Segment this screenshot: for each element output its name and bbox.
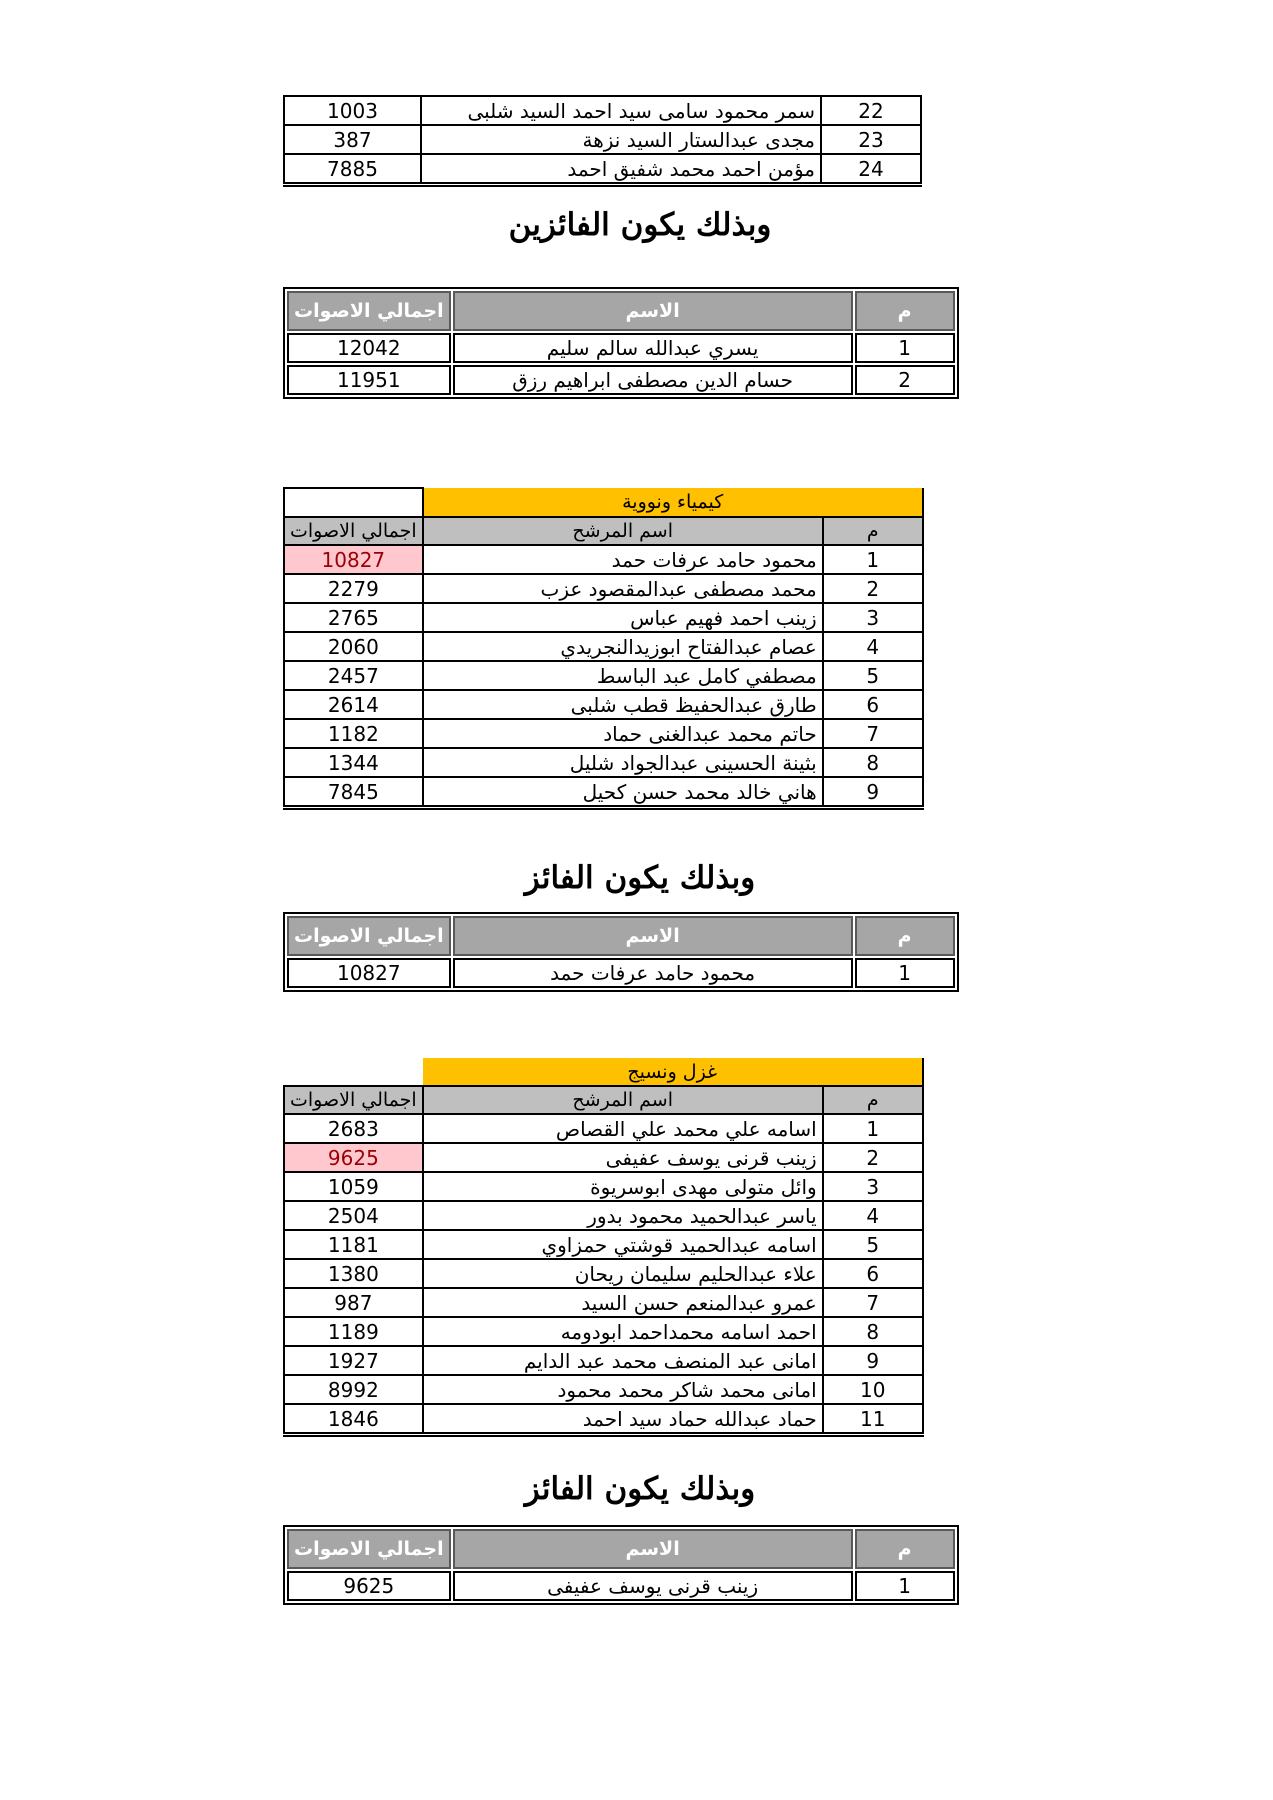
name-cell: زينب احمد فهيم عباس — [423, 603, 823, 632]
name-cell: علاء عبدالحليم سليمان ريحان — [423, 1259, 823, 1288]
table-row — [284, 748, 923, 777]
votes-cell: 2060 — [284, 632, 423, 661]
serial-cell: 10 — [823, 1375, 923, 1404]
table-row — [287, 1571, 955, 1601]
votes-cell: 2683 — [284, 1114, 423, 1143]
name-cell: عمرو عبدالمنعم حسن السيد — [423, 1288, 823, 1317]
empty-title-cell — [284, 488, 423, 517]
header-row — [287, 291, 955, 331]
section-title: كيمياء ونووية — [423, 488, 923, 517]
name-cell: حاتم محمد عبدالغنى حماد — [423, 719, 823, 748]
name-cell: محمد مصطفى عبدالمقصود عزب — [423, 574, 823, 603]
name-cell: حماد عبدالله حماد سيد احمد — [423, 1404, 823, 1435]
name-header: الاسم — [453, 916, 853, 956]
name-cell: محمود حامد عرفات حمد — [453, 958, 853, 988]
spinning-weaving-table — [283, 1058, 924, 1437]
total-votes-header: اجمالي الاصوات — [287, 916, 451, 956]
winners-heading: وبذلك يكون الفائزين — [508, 207, 772, 243]
votes-cell: 1846 — [284, 1404, 423, 1435]
votes-cell: 1003 — [284, 96, 421, 125]
name-cell: ياسر عبدالحميد محمود بدور — [423, 1201, 823, 1230]
continued-results-table — [283, 95, 922, 187]
serial-cell: 6 — [823, 690, 923, 719]
header-row — [284, 1086, 923, 1114]
table-row — [284, 690, 923, 719]
serial-cell: 22 — [821, 96, 921, 125]
table-row — [287, 958, 955, 988]
table-row — [284, 1230, 923, 1259]
table-row — [284, 1259, 923, 1288]
serial-cell: 1 — [823, 1114, 923, 1143]
name-header: الاسم — [453, 291, 853, 331]
serial-cell: 9 — [823, 1346, 923, 1375]
header-row — [287, 1529, 955, 1569]
serial-cell: 9 — [823, 777, 923, 808]
serial-cell: 3 — [823, 603, 923, 632]
votes-cell: 2457 — [284, 661, 423, 690]
table-row — [284, 96, 921, 125]
votes-cell: 1344 — [284, 748, 423, 777]
header-row — [284, 517, 923, 545]
votes-cell: 2614 — [284, 690, 423, 719]
overall-winners-table — [283, 287, 959, 399]
votes-cell: 7845 — [284, 777, 423, 808]
table-row — [284, 1288, 923, 1317]
name-header: الاسم — [453, 1529, 853, 1569]
table-row — [284, 1346, 923, 1375]
serial-cell: 2 — [855, 365, 955, 395]
serial-header: م — [855, 291, 955, 331]
section-title: غزل ونسيج — [423, 1058, 923, 1086]
serial-cell: 24 — [821, 154, 921, 185]
votes-cell: 387 — [284, 125, 421, 154]
serial-cell: 8 — [823, 1317, 923, 1346]
serial-cell: 2 — [823, 1143, 923, 1172]
votes-cell: 987 — [284, 1288, 423, 1317]
table-row — [284, 1317, 923, 1346]
name-cell: طارق عبدالحفيظ قطب شلبى — [423, 690, 823, 719]
table-row — [284, 154, 921, 185]
top-spacer — [0, 0, 1273, 95]
table-row — [284, 777, 923, 808]
serial-cell: 23 — [821, 125, 921, 154]
name-cell: مجدى عبدالستار السيد نزهة — [421, 125, 821, 154]
name-cell: حسام الدين مصطفى ابراهيم رزق — [453, 365, 853, 395]
votes-cell: 8992 — [284, 1375, 423, 1404]
table-row — [284, 1375, 923, 1404]
name-cell: مصطفي كامل عبد الباسط — [423, 661, 823, 690]
name-cell: مؤمن احمد محمد شفيق احمد — [421, 154, 821, 185]
name-cell: احمد اسامه محمداحمد ابودومه — [423, 1317, 823, 1346]
votes-cell: 11951 — [287, 365, 451, 395]
serial-cell: 6 — [823, 1259, 923, 1288]
name-cell: محمود حامد عرفات حمد — [423, 545, 823, 574]
votes-cell: 1927 — [284, 1346, 423, 1375]
name-cell: اسامه عبدالحميد قوشتي حمزاوي — [423, 1230, 823, 1259]
table-row — [284, 632, 923, 661]
table-row — [284, 1201, 923, 1230]
votes-cell-highlighted: 9625 — [284, 1143, 423, 1172]
name-cell: اسامه علي محمد علي القصاص — [423, 1114, 823, 1143]
votes-cell: 1059 — [284, 1172, 423, 1201]
section-title-row — [284, 1058, 923, 1086]
name-cell: هاني خالد محمد حسن كحيل — [423, 777, 823, 808]
name-cell: يسري عبدالله سالم سليم — [453, 333, 853, 363]
votes-cell: 1181 — [284, 1230, 423, 1259]
serial-header: م — [855, 1529, 955, 1569]
name-cell: سمر محمود سامى سيد احمد السيد شلبى — [421, 96, 821, 125]
name-cell: امانى عبد المنصف محمد عبد الدايم — [423, 1346, 823, 1375]
name-cell: زينب قرنى يوسف عفيفى — [423, 1143, 823, 1172]
candidate-name-header: اسم المرشح — [423, 1086, 823, 1114]
empty-title-cell — [284, 1058, 423, 1086]
serial-cell: 5 — [823, 1230, 923, 1259]
serial-cell: 7 — [823, 719, 923, 748]
textiles-winner-table — [283, 1525, 959, 1605]
serial-cell: 2 — [823, 574, 923, 603]
header-row — [287, 916, 955, 956]
table-row — [284, 1114, 923, 1143]
serial-cell: 1 — [855, 958, 955, 988]
votes-cell-highlighted: 10827 — [284, 545, 423, 574]
total-votes-header: اجمالي الاصوات — [287, 1529, 451, 1569]
total-votes-header: اجمالي الاصوات — [284, 517, 423, 545]
votes-cell: 1182 — [284, 719, 423, 748]
serial-cell: 8 — [823, 748, 923, 777]
table-row — [284, 661, 923, 690]
total-votes-header: اجمالي الاصوات — [287, 291, 451, 331]
candidate-name-header: اسم المرشح — [423, 517, 823, 545]
table-row — [284, 1143, 923, 1172]
name-cell: زينب قرنى يوسف عفيفى — [453, 1571, 853, 1601]
table-row — [287, 333, 955, 363]
votes-cell: 1380 — [284, 1259, 423, 1288]
serial-cell: 3 — [823, 1172, 923, 1201]
chemistry-winner-table — [283, 912, 959, 992]
name-cell: بثينة الحسينى عبدالجواد شليل — [423, 748, 823, 777]
winner-heading: وبذلك يكون الفائز — [524, 860, 756, 896]
votes-cell: 2279 — [284, 574, 423, 603]
votes-cell: 2504 — [284, 1201, 423, 1230]
table-row — [284, 1404, 923, 1435]
section-title-row — [284, 488, 923, 517]
votes-cell: 12042 — [287, 333, 451, 363]
serial-cell: 4 — [823, 1201, 923, 1230]
votes-cell: 2765 — [284, 603, 423, 632]
serial-header: م — [823, 1086, 923, 1114]
chemistry-nuclear-table — [283, 487, 924, 810]
table-row — [287, 365, 955, 395]
table-row — [284, 603, 923, 632]
total-votes-header: اجمالي الاصوات — [284, 1086, 423, 1114]
table-row — [284, 1172, 923, 1201]
votes-cell: 1189 — [284, 1317, 423, 1346]
serial-cell: 1 — [855, 333, 955, 363]
votes-cell: 9625 — [287, 1571, 451, 1601]
table-row — [284, 719, 923, 748]
table-row — [284, 574, 923, 603]
serial-cell: 11 — [823, 1404, 923, 1435]
serial-cell: 1 — [823, 545, 923, 574]
serial-cell: 7 — [823, 1288, 923, 1317]
serial-header: م — [855, 916, 955, 956]
serial-header: م — [823, 517, 923, 545]
name-cell: امانى محمد شاكر محمد محمود — [423, 1375, 823, 1404]
serial-cell: 4 — [823, 632, 923, 661]
votes-cell: 10827 — [287, 958, 451, 988]
winner-heading: وبذلك يكون الفائز — [524, 1471, 756, 1507]
name-cell: وائل متولى مهدى ابوسريوة — [423, 1172, 823, 1201]
votes-cell: 7885 — [284, 154, 421, 185]
table-row — [284, 125, 921, 154]
serial-cell: 1 — [855, 1571, 955, 1601]
serial-cell: 5 — [823, 661, 923, 690]
name-cell: عصام عبدالفتاح ابوزيدالنجريدي — [423, 632, 823, 661]
table-row — [284, 545, 923, 574]
